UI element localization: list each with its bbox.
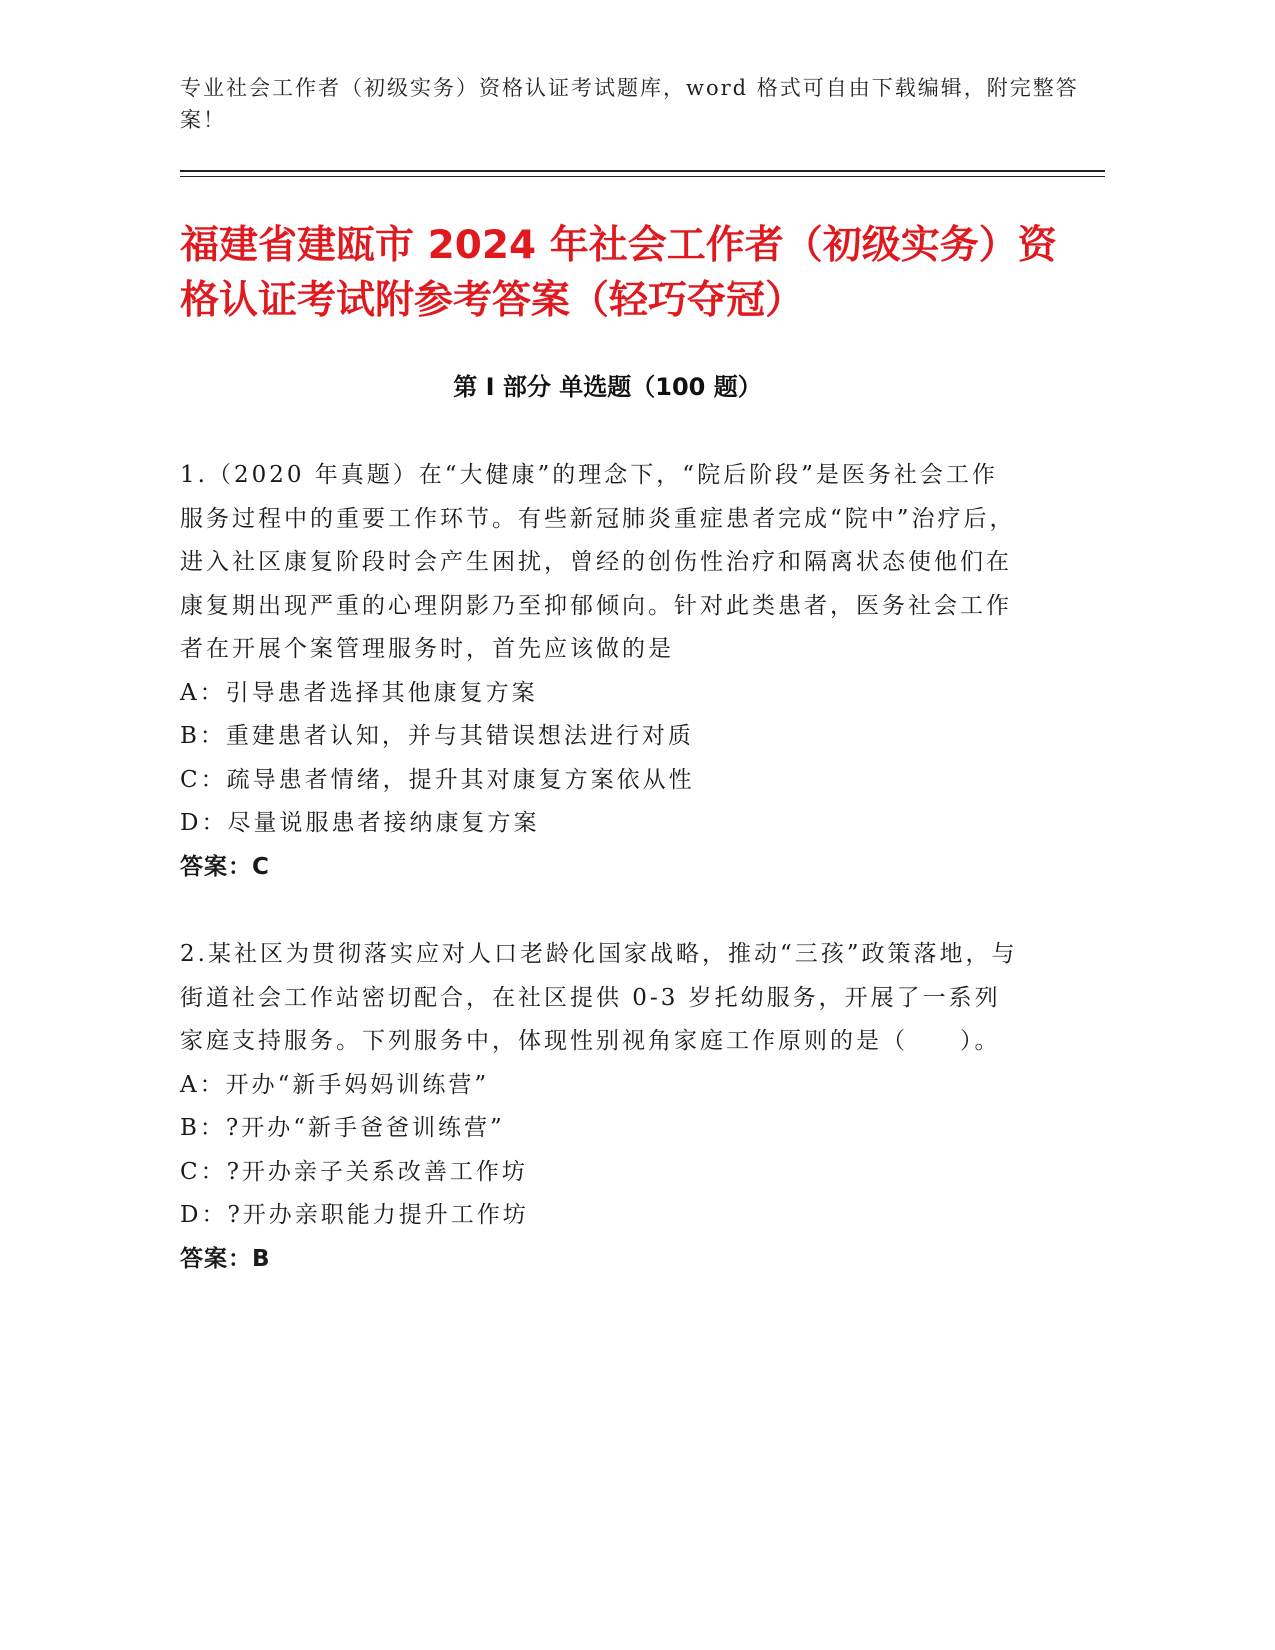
- document-title: 福建省建瓯市 2024 年社会工作者（初级实务）资格认证考试附参考答案（轻巧夺冠）: [180, 223, 1057, 323]
- option-a: A：引导患者选择其他康复方案: [180, 679, 538, 706]
- question-stem: 2.某社区为贯彻落实应对人口老龄化国家战略，推动“三孩”政策落地，与街道社会工作站密切配合，在社区提供 0-3 岁托幼服务，开展了一系列家庭支持服务。下列服务中，体现性别视角家庭工作原则的是（ ）。: [180, 941, 1018, 1054]
- answer-label: 答案：B: [180, 1245, 271, 1272]
- option-c: C：疏导患者情绪，提升其对康复方案依从性: [180, 766, 695, 793]
- answer-label: 答案：C: [180, 853, 270, 880]
- header-divider-thick: [180, 170, 1105, 172]
- option-b: B：?开办“新手爸爸训练营”: [180, 1115, 505, 1141]
- option-d: D：?开办亲职能力提升工作坊: [180, 1202, 529, 1228]
- option-b: B：重建患者认知，并与其错误想法进行对质: [180, 723, 694, 749]
- option-a: A：开办“新手妈妈训练营”: [180, 1071, 490, 1098]
- question-stem: 1.（2020 年真题）在“大健康”的理念下，“院后阶段”是医务社会工作服务过程中的重要工作环节。有些新冠肺炎重症患者完成“院中”治疗后，进入社区康复阶段时会产生困扰，曾经的创伤性治疗和隔离状态使他们在康复期出现严重的心理阴影乃至抑郁倾向。针对此类患者，医务社会工作者在开展个案管理服务时，首先应该做的是: [180, 462, 1016, 662]
- option-d: D：尽量说服患者接纳康复方案: [180, 810, 540, 836]
- header-divider-thin: [180, 176, 1105, 177]
- header-note: 专业社会工作者（初级实务）资格认证考试题库，word 格式可自由下载编辑，附完整答案！: [180, 76, 1079, 132]
- option-c: C：?开办亲子关系改善工作坊: [180, 1158, 528, 1185]
- question-1: [180, 454, 1020, 889]
- section-title: 第 I 部分 单选题（100 题）: [453, 373, 762, 401]
- question-2: [180, 933, 1020, 1281]
